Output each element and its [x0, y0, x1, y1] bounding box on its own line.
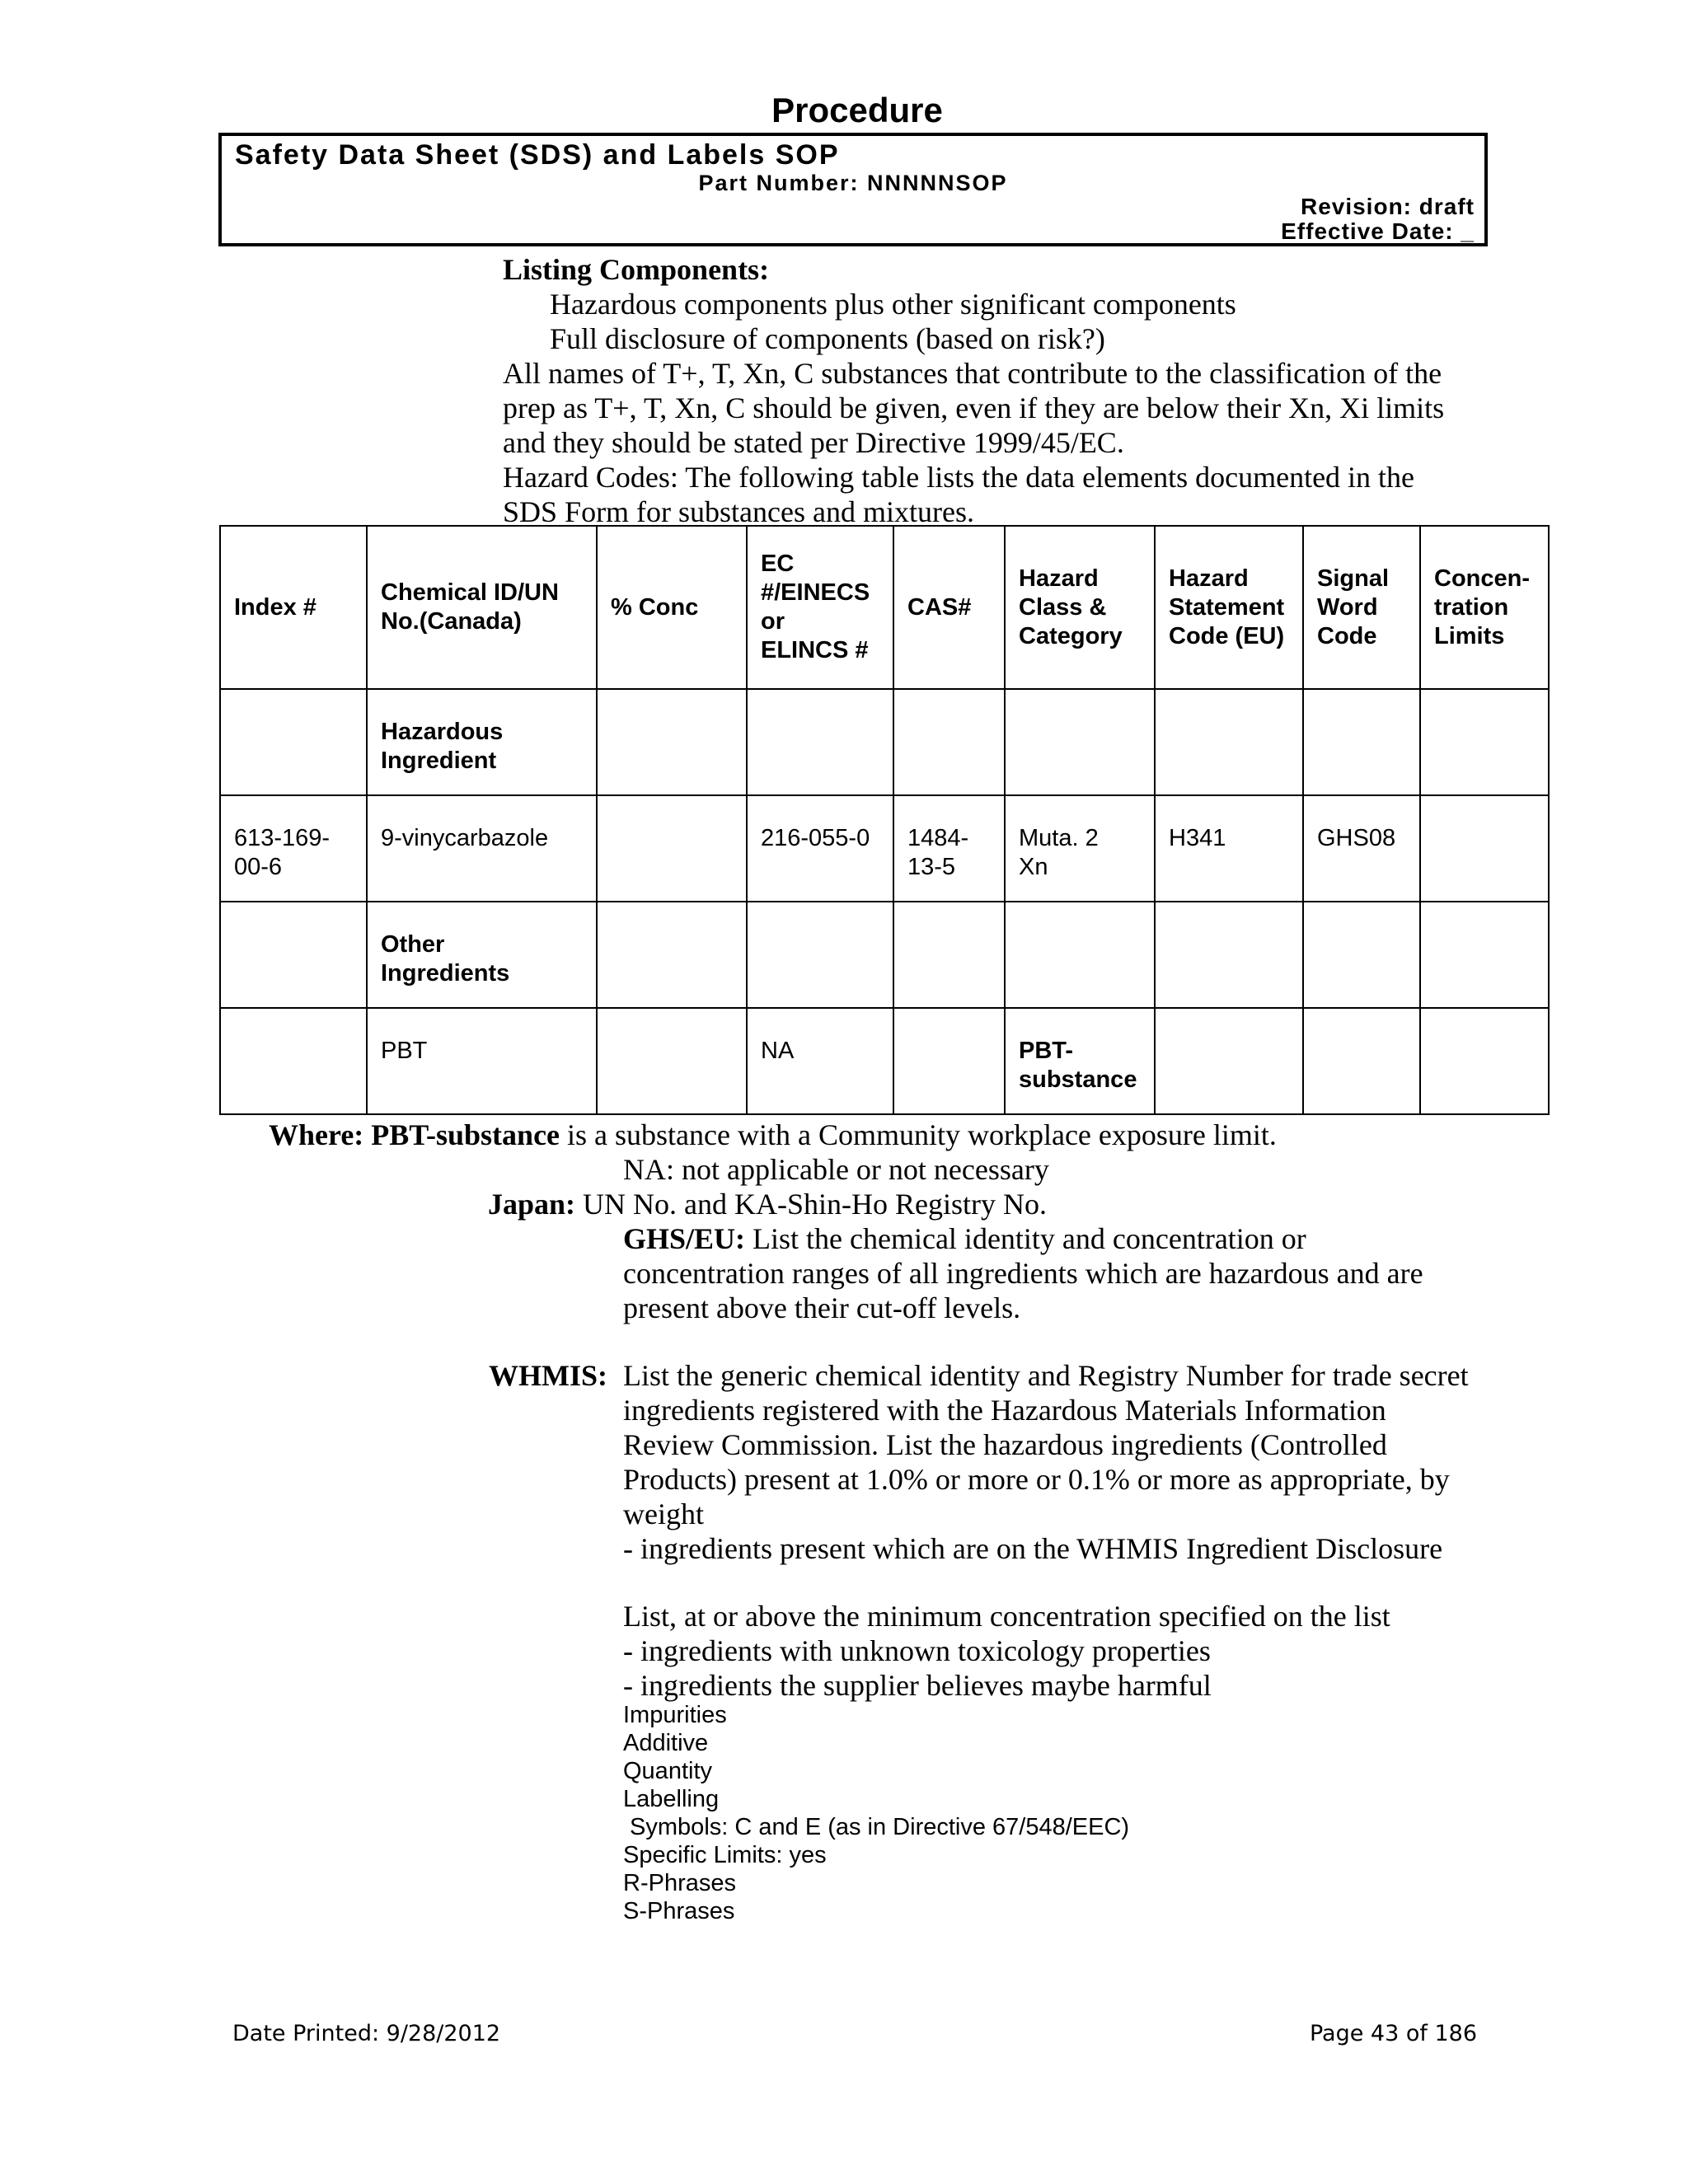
column-header-line: Code	[1317, 622, 1377, 649]
column-header-line: Hazard	[1019, 565, 1099, 592]
table-cell	[597, 689, 747, 795]
table-cell	[1420, 1008, 1549, 1114]
listing-paragraph-line: All names of T+, T, Xn, C substances that contribute to the classification of the	[503, 357, 1442, 390]
table-cell	[597, 902, 747, 1008]
japan-label: Japan:	[488, 1188, 576, 1221]
listing-paragraph-line: SDS Form for substances and mixtures.	[503, 495, 974, 528]
date-printed: Date Printed: 9/28/2012	[232, 2021, 501, 2046]
column-header	[597, 526, 747, 689]
table-cell	[747, 689, 893, 795]
column-header-line: Concen-	[1434, 565, 1530, 592]
column-header-line: Code (EU)	[1169, 622, 1285, 649]
label-item: Symbols: C and E (as in Directive 67/548/EEC)	[623, 1814, 1130, 1840]
column-header-line: Statement	[1169, 593, 1285, 621]
table-cell-line: 1484-	[907, 825, 969, 851]
column-header	[367, 526, 597, 689]
column-header-line: tration	[1434, 593, 1509, 621]
whmis-line: ingredients registered with the Hazardous Materials Information	[623, 1394, 1386, 1427]
table-row	[220, 795, 1549, 902]
where-text: is a substance with a Community workplace exposure limit.	[560, 1118, 1277, 1151]
table-cell	[747, 795, 893, 902]
column-header	[747, 526, 893, 689]
table-cell	[1420, 689, 1549, 795]
table-cell-line: 216-055-0	[761, 825, 870, 851]
list-line: - ingredients the supplier believes maybe harmful	[623, 1669, 1212, 1702]
table-cell-line: 13-5	[907, 854, 956, 880]
whmis-label: WHMIS:	[489, 1359, 607, 1392]
table-cell	[1303, 1008, 1420, 1114]
whmis-line: weight	[623, 1497, 704, 1530]
table-cell-line: Hazardous	[381, 719, 504, 745]
listing-item: Hazardous components plus other significant components	[550, 288, 1236, 321]
table-cell-line: 9-vinycarbazole	[381, 825, 549, 851]
table-cell	[1303, 795, 1420, 902]
table-row	[220, 902, 1549, 1008]
column-header-line: Chemical ID/UN	[381, 579, 559, 606]
column-header	[1303, 526, 1420, 689]
listing-heading: Listing Components:	[503, 253, 770, 286]
sop-title: Safety Data Sheet (SDS) and Labels SOP	[235, 139, 840, 171]
column-header-line: Index #	[234, 593, 316, 621]
table-cell	[1303, 689, 1420, 795]
ghs-note	[623, 1221, 1306, 1256]
table-cell-line: 00-6	[234, 854, 283, 880]
table-cell-line: GHS08	[1317, 825, 1396, 851]
ghs-label: GHS/EU:	[623, 1222, 746, 1255]
table-cell	[1005, 1008, 1155, 1114]
revision: Revision: draft	[1300, 194, 1475, 219]
japan-text: UN No. and KA-Shin-Ho Registry No.	[575, 1188, 1047, 1221]
table-cell-line: PBT-	[1019, 1038, 1074, 1064]
table-cell	[220, 795, 367, 902]
table-cell	[220, 689, 367, 795]
where-note	[269, 1118, 1277, 1152]
column-header-line: ELINCS #	[761, 637, 869, 663]
list-line: List, at or above the minimum concentration specified on the list	[623, 1600, 1390, 1633]
ghs-line: concentration ranges of all ingredients which are hazardous and are	[623, 1257, 1423, 1290]
table-cell	[367, 795, 597, 902]
whmis-line: Review Commission. List the hazardous ingredients (Controlled	[623, 1428, 1387, 1461]
table-cell	[367, 1008, 597, 1114]
table-cell	[1420, 795, 1549, 902]
table-row	[220, 1008, 1549, 1114]
whmis-line: List the generic chemical identity and Registry Number for trade secret	[623, 1359, 1469, 1392]
column-header-line: or	[761, 608, 785, 635]
table-cell	[1155, 689, 1303, 795]
table-cell	[1155, 1008, 1303, 1114]
column-header	[1420, 526, 1549, 689]
column-header-line: #/EINECS	[761, 579, 870, 606]
label-item: Quantity	[623, 1758, 712, 1784]
table-cell	[597, 795, 747, 902]
procedure-title: Procedure	[771, 91, 943, 129]
column-header-line: Category	[1019, 622, 1123, 649]
table-cell	[747, 1008, 893, 1114]
label-item: Specific Limits: yes	[623, 1842, 827, 1868]
table-cell	[1005, 902, 1155, 1008]
list-line: - ingredients with unknown toxicology properties	[623, 1634, 1211, 1667]
column-header-line: Class &	[1019, 593, 1107, 621]
column-header	[1155, 526, 1303, 689]
label-item: Impurities	[623, 1702, 727, 1728]
table-cell	[597, 1008, 747, 1114]
listing-paragraph-line: prep as T+, T, Xn, C should be given, even if they are below their Xn, Xi limits	[503, 391, 1445, 424]
table-cell	[220, 902, 367, 1008]
table-cell	[893, 1008, 1005, 1114]
table-cell-line: substance	[1019, 1066, 1137, 1093]
listing-paragraph-line: and they should be stated per Directive 1999/45/EC.	[503, 426, 1124, 459]
table-cell-line: Ingredient	[381, 748, 497, 774]
table-cell-line: NA	[761, 1038, 795, 1064]
column-header-line: No.(Canada)	[381, 608, 522, 635]
column-header	[220, 526, 367, 689]
table-cell	[1420, 902, 1549, 1008]
table-cell-line: Ingredients	[381, 960, 510, 987]
table-cell-line: Xn	[1019, 854, 1048, 880]
table-cell	[747, 902, 893, 1008]
label-item: S-Phrases	[623, 1898, 735, 1924]
column-header-line: Word	[1317, 593, 1378, 621]
column-header-line: Hazard	[1169, 565, 1249, 592]
page-number: Page 43 of 186	[1309, 2021, 1477, 2046]
table-cell	[1303, 902, 1420, 1008]
label-item: Additive	[623, 1730, 709, 1756]
document-header-box	[218, 133, 1488, 246]
table-cell	[1005, 795, 1155, 902]
column-header-line: Signal	[1317, 565, 1390, 592]
whmis-line: - ingredients present which are on the WHMIS Ingredient Disclosure	[623, 1532, 1443, 1565]
column-header-line: % Conc	[611, 593, 699, 621]
label-item: R-Phrases	[623, 1870, 736, 1896]
table-cell	[1005, 689, 1155, 795]
table-cell-line: H341	[1169, 825, 1226, 851]
listing-paragraph-line: Hazard Codes: The following table lists the data elements documented in the	[503, 461, 1415, 494]
table-header-row	[220, 526, 1549, 689]
column-header-line: EC	[761, 551, 795, 577]
hazard-codes-table	[219, 525, 1550, 1115]
table-cell-line: 613-169-	[234, 825, 331, 851]
ghs-line: present above their cut-off levels.	[623, 1291, 1021, 1324]
table-row	[220, 689, 1549, 795]
listing-item: Full disclosure of components (based on risk?)	[550, 322, 1105, 355]
table-cell	[220, 1008, 367, 1114]
effective-date: Effective Date: _	[1281, 218, 1475, 244]
column-header	[893, 526, 1005, 689]
table-cell	[367, 902, 597, 1008]
table-cell	[893, 689, 1005, 795]
label-item: Labelling	[623, 1786, 720, 1812]
table-cell	[1155, 902, 1303, 1008]
part-number: Part Number: NNNNNSOP	[698, 171, 1008, 195]
table-cell-line: Other	[381, 931, 445, 958]
na-note: NA: not applicable or not necessary	[623, 1153, 1049, 1186]
table-cell	[1155, 795, 1303, 902]
table-cell	[893, 795, 1005, 902]
table-cell	[367, 689, 597, 795]
whmis-line: Products) present at 1.0% or more or 0.1% or more as appropriate, by	[623, 1463, 1450, 1496]
column-header	[1005, 526, 1155, 689]
column-header-line: CAS#	[907, 593, 972, 621]
ghs-text: List the chemical identity and concentration or	[745, 1222, 1306, 1255]
table-cell-line: Muta. 2	[1019, 825, 1099, 851]
japan-note	[488, 1187, 1047, 1221]
where-label: Where: PBT-substance	[269, 1118, 560, 1151]
column-header-line: Limits	[1434, 622, 1505, 649]
table-cell	[893, 902, 1005, 1008]
table-cell-line: PBT	[381, 1038, 428, 1064]
